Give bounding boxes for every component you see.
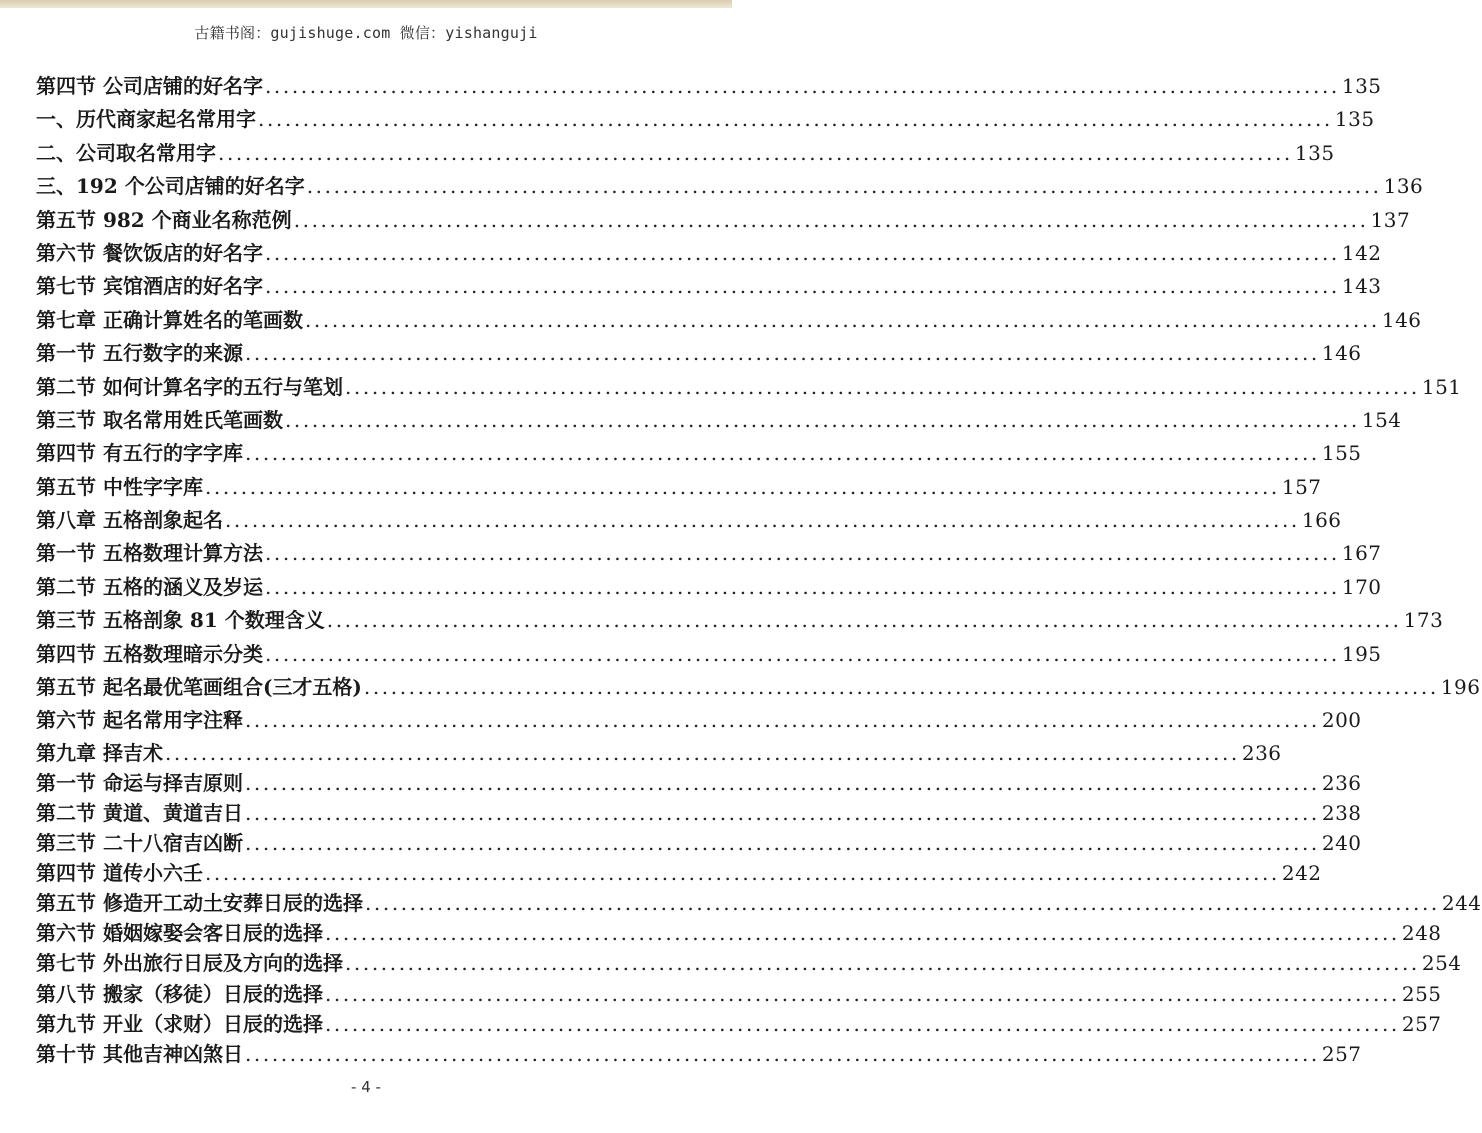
toc-entry-page: 155 xyxy=(1321,441,1362,466)
toc-entry xyxy=(36,798,1362,828)
toc-entry xyxy=(36,948,1462,978)
toc-entry-page: 236 xyxy=(1241,740,1282,765)
toc-entry xyxy=(36,204,1411,237)
toc-entry xyxy=(36,704,1362,737)
toc-entry xyxy=(36,170,1424,203)
toc-entry-page: 195 xyxy=(1341,641,1382,666)
top-border xyxy=(0,0,732,8)
toc-entry-page: 254 xyxy=(1421,951,1462,976)
dot-leader: ........................................................................................................................ xyxy=(258,107,1333,132)
toc-entry xyxy=(36,918,1442,948)
toc-entry xyxy=(36,137,1335,170)
dot-leader: ........................................................................................................................ xyxy=(363,675,1439,700)
toc-entry-title: 第三节 二十八宿吉凶断 xyxy=(36,831,243,856)
toc-entry xyxy=(36,1039,1362,1069)
toc-entry-page: 173 xyxy=(1403,608,1444,633)
toc-entry xyxy=(36,671,1481,704)
toc-entry-title: 第二节 五格的涵义及岁运 xyxy=(36,574,263,599)
dot-leader: ........................................................................................................................ xyxy=(284,407,1360,432)
toc-entry xyxy=(36,738,1282,768)
toc-entry-title: 第四节 有五行的字字库 xyxy=(36,441,243,466)
dot-leader: ........................................................................................................................ xyxy=(164,740,1240,765)
dot-leader: ........................................................................................................................ xyxy=(224,508,1300,533)
toc-entry xyxy=(36,404,1402,437)
toc-entry-page: 200 xyxy=(1321,708,1362,733)
toc-entry xyxy=(36,103,1375,136)
dot-leader: ........................................................................................................................ xyxy=(293,207,1369,232)
dot-leader: ........................................................................................................................ xyxy=(204,861,1280,886)
toc-entry-page: 135 xyxy=(1294,140,1335,165)
toc-entry-page: 244 xyxy=(1441,891,1482,916)
toc-entry-page: 257 xyxy=(1321,1041,1362,1066)
dot-leader: ........................................................................................................................ xyxy=(264,574,1340,599)
toc-entry xyxy=(36,504,1342,537)
toc-entry-page: 136 xyxy=(1383,174,1424,199)
dot-leader: ........................................................................................................................ xyxy=(244,341,1320,366)
dot-leader: ........................................................................................................................ xyxy=(306,174,1382,199)
dot-leader: ........................................................................................................................ xyxy=(364,891,1440,916)
toc-entry-page: 143 xyxy=(1341,274,1382,299)
dot-leader: ........................................................................................................................ xyxy=(264,641,1340,666)
toc-entry-page: 135 xyxy=(1341,74,1382,98)
toc-entry xyxy=(36,768,1362,798)
toc-entry-page: 170 xyxy=(1341,574,1382,599)
toc-entry-title: 第九节 开业（求财）日辰的选择 xyxy=(36,1011,323,1036)
toc-entry xyxy=(36,304,1422,337)
page-number: - 4 - xyxy=(351,1078,381,1096)
toc-entry xyxy=(36,537,1382,570)
toc-entry xyxy=(36,437,1362,470)
toc-entry xyxy=(36,828,1362,858)
toc-entry xyxy=(36,237,1382,270)
dot-leader: ........................................................................................................................ xyxy=(326,608,1402,633)
toc-entry xyxy=(36,571,1382,604)
toc-entry-title: 第五节 982 个商业名称范例 xyxy=(36,207,292,232)
toc-entry-page: 238 xyxy=(1321,801,1362,825)
toc-entry xyxy=(36,638,1382,671)
toc-entry-title: 第八节 搬家（移徒）日辰的选择 xyxy=(36,981,323,1006)
toc-entry xyxy=(36,858,1322,888)
dot-leader: ........................................................................................................................ xyxy=(218,140,1293,165)
toc-entry xyxy=(36,979,1442,1009)
watermark-header: 古籍书阁：gujishuge.com 微信：yishanguji xyxy=(194,24,538,42)
toc-entry-title: 第四节 道传小六壬 xyxy=(36,861,203,886)
dot-leader: ........................................................................................................................ xyxy=(304,307,1380,332)
toc-entry-page: 142 xyxy=(1341,240,1382,265)
toc-entry xyxy=(36,471,1322,504)
dot-leader: ........................................................................................................................ xyxy=(344,951,1420,976)
toc-entry-title: 第二节 黄道、黄道吉日 xyxy=(36,801,243,825)
toc-entry-title: 第七章 正确计算姓名的笔画数 xyxy=(36,307,303,332)
dot-leader: ........................................................................................................................ xyxy=(344,374,1420,399)
toc-entry-page: 154 xyxy=(1361,407,1402,432)
toc-entry xyxy=(36,604,1444,637)
toc-entry-page: 257 xyxy=(1401,1011,1442,1036)
toc-entry-page: 146 xyxy=(1321,341,1362,366)
toc-entry-title: 一、历代商家起名常用字 xyxy=(36,107,256,132)
dot-leader: ........................................................................................................................ xyxy=(244,831,1320,856)
toc-entry-title: 二、公司取名常用字 xyxy=(36,140,216,165)
dot-leader: ........................................................................................................................ xyxy=(244,1041,1320,1066)
toc-entry-title: 第四节 公司店铺的好名字 xyxy=(36,74,263,98)
toc-entry-title: 第六节 起名常用字注释 xyxy=(36,708,243,733)
toc-entry-page: 137 xyxy=(1370,207,1411,232)
toc-entry-title: 第五节 中性字字库 xyxy=(36,474,203,499)
dot-leader: ........................................................................................................................ xyxy=(264,541,1340,566)
toc-entry-page: 151 xyxy=(1421,374,1462,399)
toc-entry xyxy=(36,888,1482,918)
toc-entry-title: 第一节 五格数理计算方法 xyxy=(36,541,263,566)
dot-leader: ........................................................................................................................ xyxy=(244,770,1320,795)
toc-entry-title: 第五节 修造开工动土安葬日辰的选择 xyxy=(36,891,363,916)
toc-entry-title: 第八章 五格剖象起名 xyxy=(36,508,223,533)
dot-leader: ........................................................................................................................ xyxy=(324,1011,1400,1036)
dot-leader: ........................................................................................................................ xyxy=(204,474,1280,499)
dot-leader: ........................................................................................................................ xyxy=(244,801,1320,825)
toc-entry-page: 236 xyxy=(1321,770,1362,795)
toc-entry-title: 第二节 如何计算名字的五行与笔划 xyxy=(36,374,343,399)
toc-entry-title: 第七节 外出旅行日辰及方向的选择 xyxy=(36,951,343,976)
toc-entry-page: 167 xyxy=(1341,541,1382,566)
dot-leader: ........................................................................................................................ xyxy=(264,240,1340,265)
toc-entry xyxy=(36,371,1462,404)
toc-entry-page: 248 xyxy=(1401,921,1442,946)
toc-entry xyxy=(36,270,1382,303)
toc-entry-title: 第九章 择吉术 xyxy=(36,740,163,765)
dot-leader: ........................................................................................................................ xyxy=(244,708,1320,733)
toc-entry-page: 166 xyxy=(1301,508,1342,533)
toc-entry-title: 第六节 餐饮饭店的好名字 xyxy=(36,240,263,265)
toc-entry-title: 第十节 其他吉神凶煞日 xyxy=(36,1041,243,1066)
toc-entry-title: 第五节 起名最优笔画组合(三才五格) xyxy=(36,675,362,700)
toc-entry-page: 157 xyxy=(1281,474,1322,499)
toc-entry-title: 第一节 命运与择吉原则 xyxy=(36,770,243,795)
toc-entry-page: 255 xyxy=(1401,981,1442,1006)
toc-entry-title: 第三节 取名常用姓氏笔画数 xyxy=(36,407,283,432)
toc-entry-page: 240 xyxy=(1321,831,1362,856)
toc-entry-page: 146 xyxy=(1381,307,1422,332)
dot-leader: ........................................................................................................................ xyxy=(264,274,1340,299)
toc-entry-page: 135 xyxy=(1334,107,1375,132)
dot-leader: ........................................................................................................................ xyxy=(244,441,1320,466)
toc-entry-title: 三、192 个公司店铺的好名字 xyxy=(36,174,305,199)
toc-entry xyxy=(36,1009,1442,1039)
toc-entry-title: 第一节 五行数字的来源 xyxy=(36,341,243,366)
toc-entry-title: 第六节 婚姻嫁娶会客日辰的选择 xyxy=(36,921,323,946)
dot-leader: ........................................................................................................................ xyxy=(324,981,1400,1006)
toc-entry-title: 第三节 五格剖象 81 个数理含义 xyxy=(36,608,325,633)
toc-entry-title: 第四节 五格数理暗示分类 xyxy=(36,641,263,666)
dot-leader: ........................................................................................................................ xyxy=(264,74,1340,98)
toc-entry xyxy=(36,70,1382,103)
toc-entry-page: 196 xyxy=(1440,675,1481,700)
toc-entry-page: 242 xyxy=(1281,861,1322,886)
dot-leader: ........................................................................................................................ xyxy=(324,921,1400,946)
table-of-contents xyxy=(36,70,1482,1069)
toc-entry xyxy=(36,337,1362,370)
toc-entry-title: 第七节 宾馆酒店的好名字 xyxy=(36,274,263,299)
